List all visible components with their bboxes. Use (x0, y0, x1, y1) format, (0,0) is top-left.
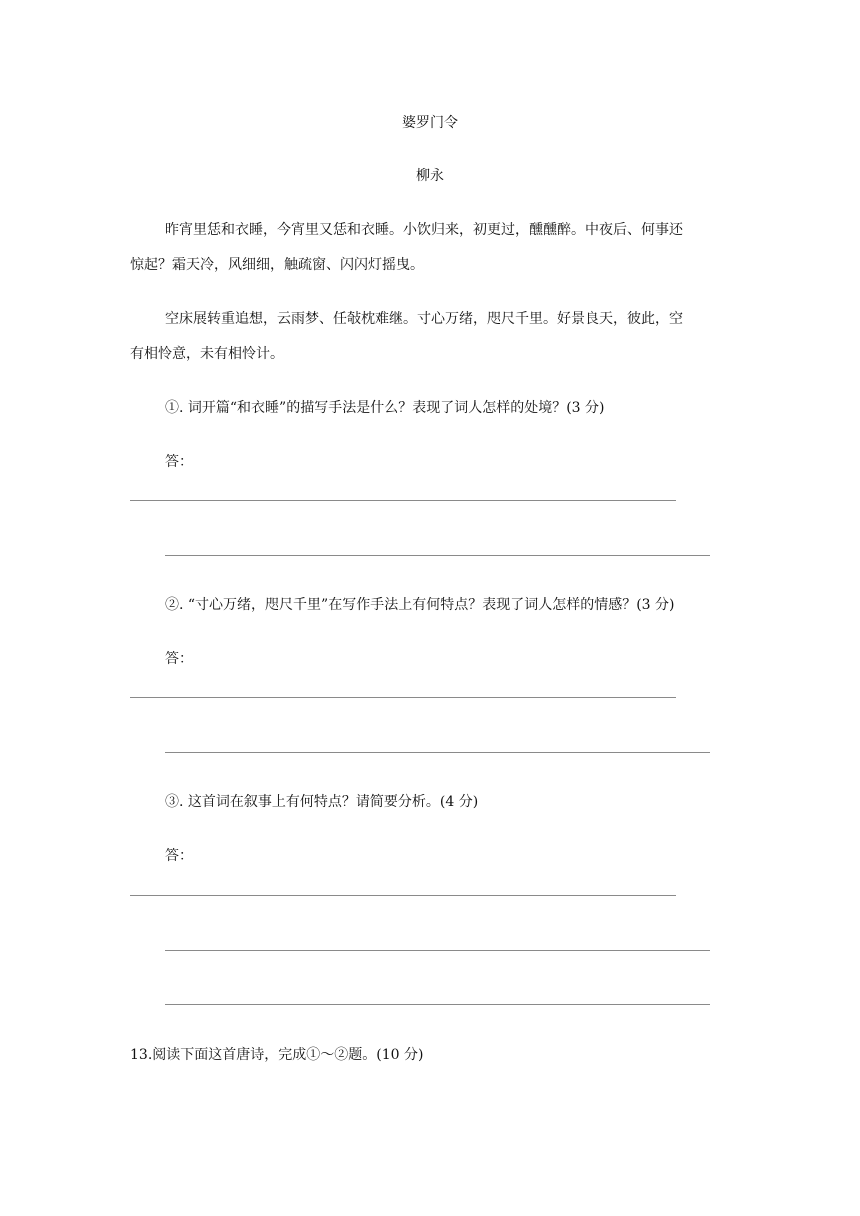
answer-line (165, 1004, 710, 1005)
poem-stanza2-line2: 有相怜意，未有相怜计。 (130, 346, 284, 362)
answer-line (130, 697, 676, 698)
question-1-answer-label: 答： (165, 454, 193, 470)
poem-title: 婆罗门令 (402, 115, 458, 131)
answer-line (130, 500, 676, 501)
poem-stanza1-line1: 昨宵里恁和衣睡，今宵里又恁和衣睡。小饮归来，初更过，醺醺醉。中夜后、何事还 (165, 222, 683, 238)
poem-stanza1-line2: 惊起？霜天冷，风细细，触疏窗、闪闪灯摇曳。 (130, 257, 424, 273)
answer-line (165, 752, 710, 753)
next-question-heading: 13.阅读下面这首唐诗，完成①～②题。(10 分) (130, 1047, 424, 1063)
question-3-answer-label: 答： (165, 848, 193, 864)
answer-line (130, 895, 676, 896)
poem-author: 柳永 (416, 168, 444, 184)
question-2-answer-label: 答： (165, 651, 193, 667)
question-2-text: ②. “寸心万绪，咫尺千里”在写作手法上有何特点？表现了词人怎样的情感？(3 分) (165, 597, 675, 613)
answer-line (165, 555, 710, 556)
question-1-text: ①. 词开篇“和衣睡”的描写手法是什么？表现了词人怎样的处境？(3 分) (165, 400, 605, 416)
answer-line (165, 950, 710, 951)
poem-stanza2-line1: 空床展转重追想，云雨梦、任敧枕难继。寸心万绪，咫尺千里。好景良天，彼此，空 (165, 311, 683, 327)
question-3-text: ③. 这首词在叙事上有何特点？请简要分析。(4 分) (165, 794, 479, 810)
